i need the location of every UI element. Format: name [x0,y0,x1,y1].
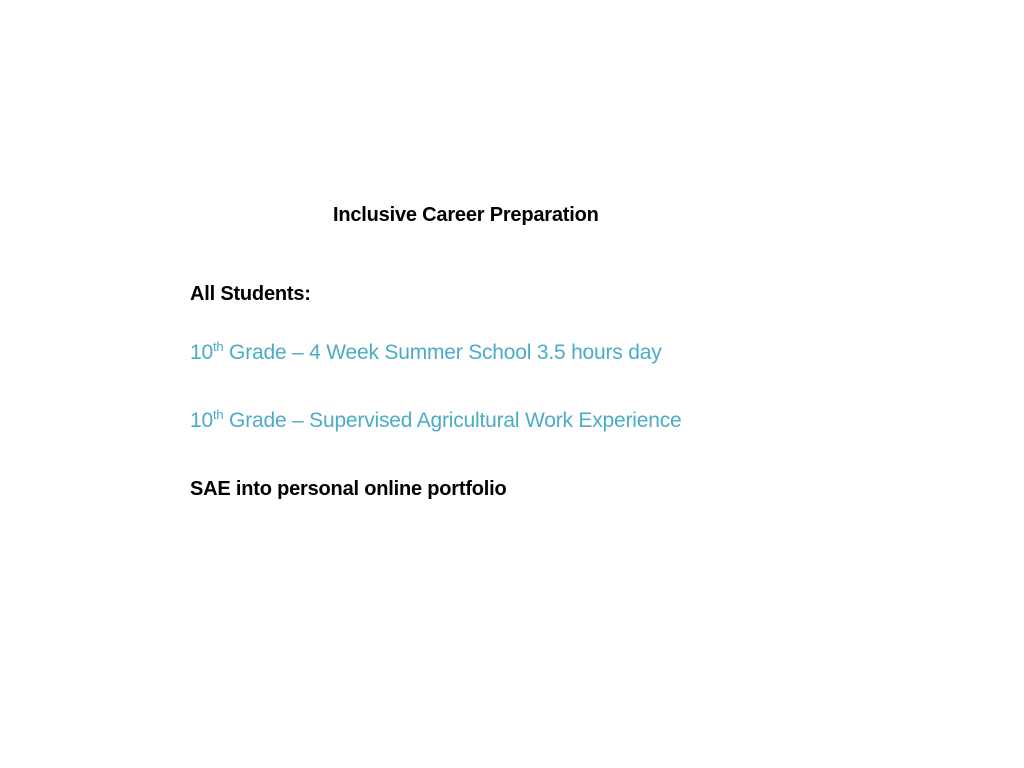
grade-number: 10 [190,341,213,364]
summer-school-text: Grade – 4 Week Summer School 3.5 hours day [223,341,662,364]
grade-ordinal-suffix: th [212,339,224,354]
grade-number: 10 [190,409,213,432]
sae-portfolio-text: SAE into personal online portfolio [190,478,507,500]
summer-school-item [190,341,662,365]
all-students-heading: All Students: [190,283,311,305]
slide-title: Inclusive Career Preparation [333,204,599,226]
grade-ordinal-suffix: th [212,407,224,422]
work-experience-item [190,409,682,433]
work-experience-text: Grade – Supervised Agricultural Work Experience [223,409,682,432]
